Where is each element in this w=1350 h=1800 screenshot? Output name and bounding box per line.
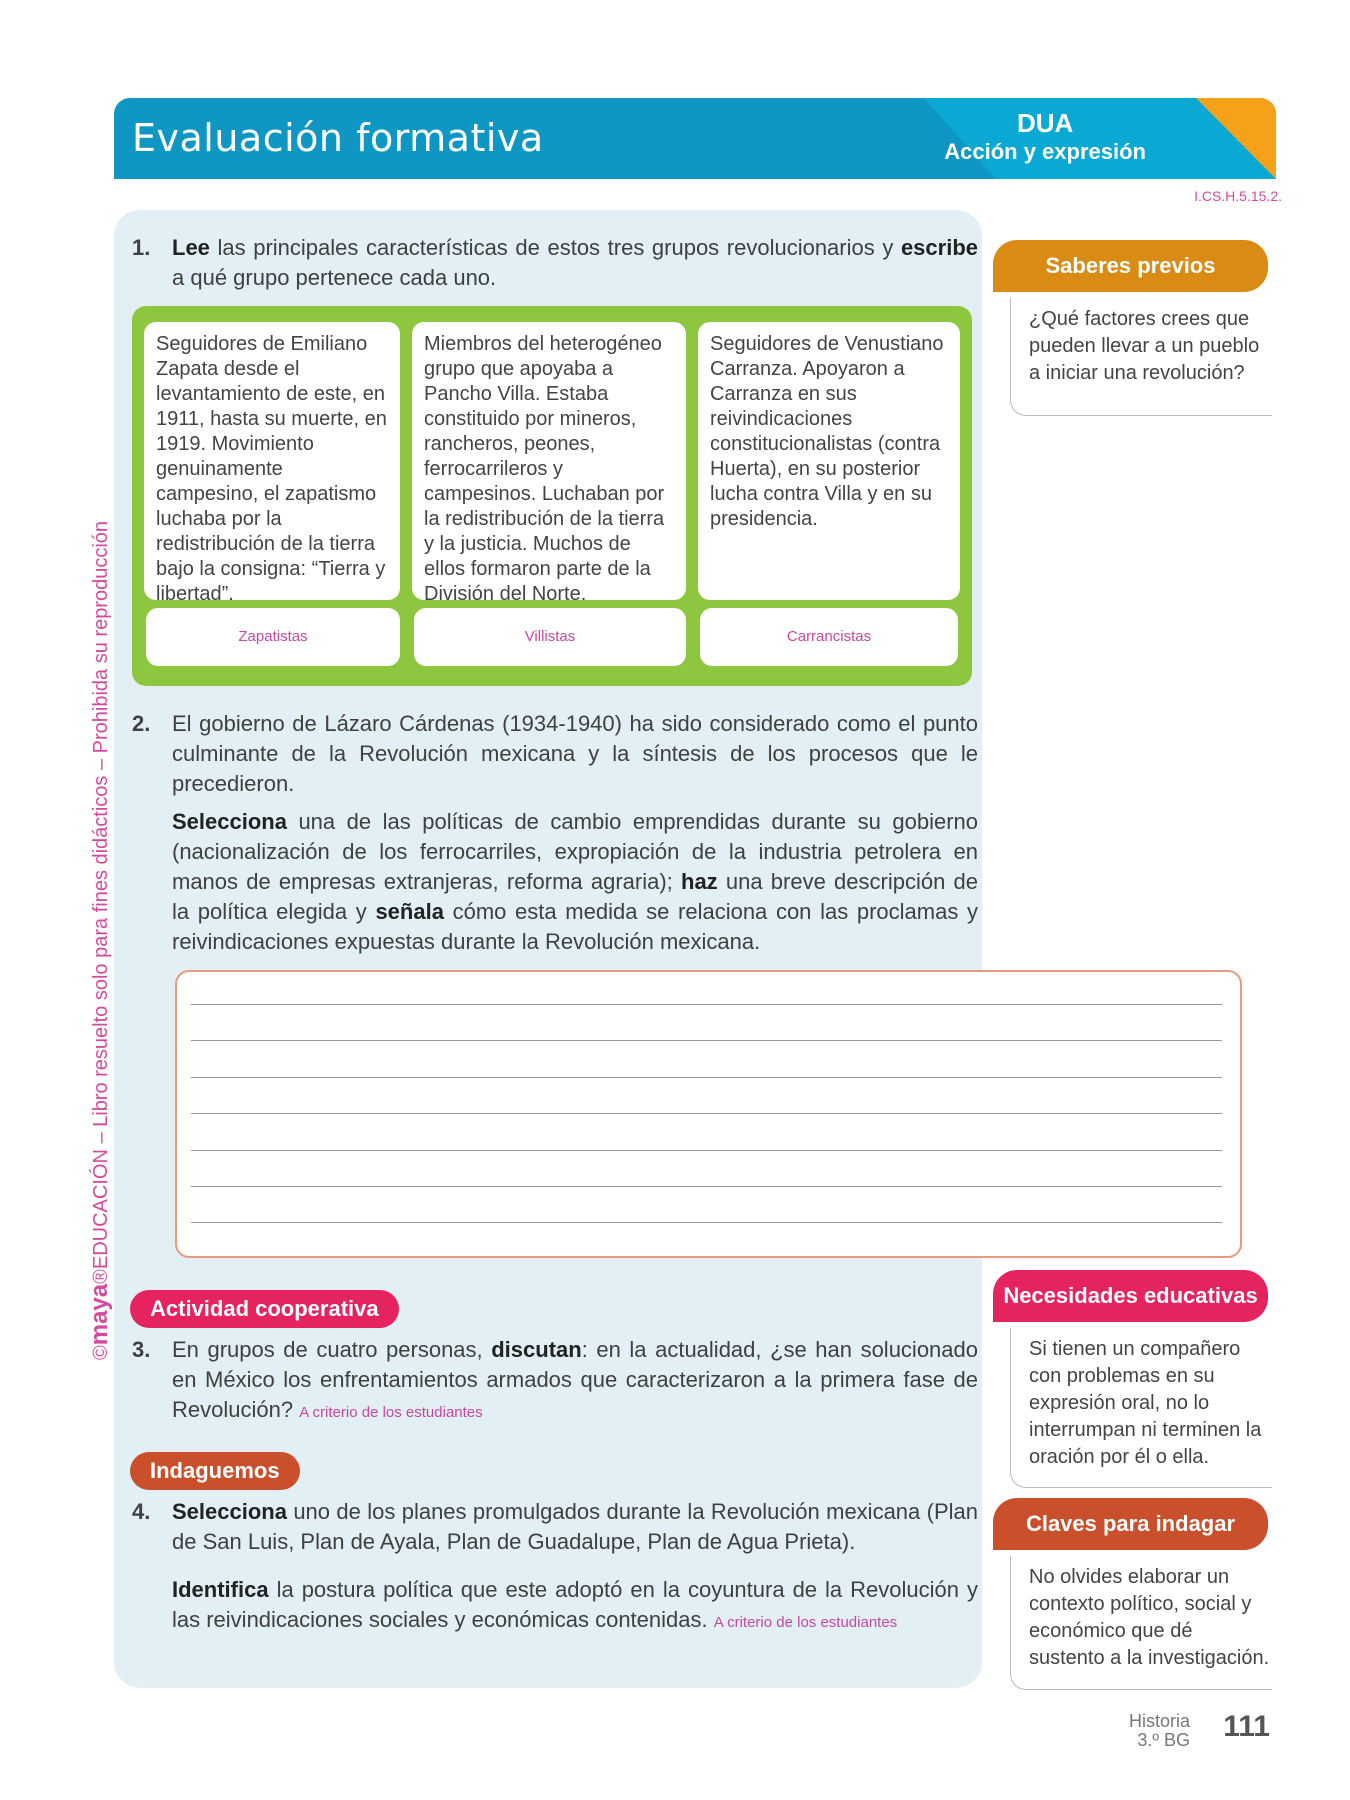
activity-label: Actividad cooperativa [130,1290,399,1328]
group-card-villistas: Miembros del heterogéneo grupo que apoyaba a Pancho Villa. Estaba constituido por mineros, rancheros, peones, ferrocarrileros y campesinos. Luchaban por la redistribución de la tierra y la justicia. Muchos de ellos formaron parte de la División del Norte. [412,322,686,600]
indaguemos-label: Indaguemos [130,1452,300,1490]
question-intro: El gobierno de Lázaro Cárdenas (1934-1940) ha sido considerado como el punto culminante de la Revolución mexicana y la síntesis de los procesos que le precedieron. [172,711,978,796]
answer-field-3[interactable]: Carrancistas [700,608,958,666]
dua-title: DUA [1016,108,1074,138]
keyword: discutan [491,1337,582,1362]
groups-box [132,306,972,686]
text: a qué grupo pertenece cada uno. [172,265,497,290]
brand-name: maya [86,1283,113,1346]
question-3 [116,1335,978,1428]
answer-note: A criterio de los estudiantes [299,1404,483,1421]
writing-line [191,1077,1222,1078]
question-text-2 [172,1575,978,1638]
text: las principales características de estos tres grupos revolucionarios y [209,235,901,260]
writing-line [191,1222,1222,1223]
question-number: 2. [132,711,151,736]
question-text [172,233,978,293]
curriculum-code: I.CS.H.5.15.2. [1194,188,1282,204]
writing-line [191,1113,1222,1114]
answer-field-1[interactable]: Zapatistas [146,608,400,666]
question-number: 4. [132,1499,151,1524]
footer-subject [1129,1712,1190,1750]
text: cómo esta medida se relaciona con las proclamas y reivindicaciones expuestas durante la Revolución mexicana. [172,899,979,954]
keyword: Identifica [172,1577,269,1602]
writing-line [191,1150,1222,1151]
page-title: Evaluación formativa [132,116,544,160]
answer-note: A criterio de los estudiantes [713,1614,898,1631]
copyright-symbol: © [90,1345,112,1360]
group-card-zapatistas: Seguidores de Emiliano Zapata desde el levantamiento de este, en 1911, hasta su muerte, en 1919. Movimiento genuinamente campesino, el zapatismo luchaba por la redistribución de la tierra bajo la consigna: “Tierra y libertad”. [144,322,400,600]
question-number: 1. [132,235,151,260]
keyword: escribe [900,235,978,260]
header-banner [114,98,1276,179]
saberes-previos-body: ¿Qué factores crees que pueden llevar a un pueblo a iniciar una revolución? [1010,298,1272,416]
text: : en la actualidad, ¿se han solucionado en México los enfrentamientos armados que caracterizaron a la primera fase de Revolución? [172,1337,978,1422]
keyword: haz [681,869,718,894]
writing-line [191,1004,1222,1005]
question-text [172,1497,978,1557]
writing-line [191,1186,1222,1187]
dua-subtitle: Acción y expresión [944,139,1146,164]
text: una breve descripción de la política elegida y [172,869,978,924]
question-2 [116,709,978,957]
group-card-carrancistas: Seguidores de Venustiano Carranza. Apoyaron a Carranza en sus reivindicaciones constitucionalistas (contra Huerta), en su posterior lucha contra Villa y en su presidencia. [698,322,960,600]
necesidades-educativas-title: Necesidades educativas [993,1270,1268,1322]
keyword: Lee [172,235,210,260]
side-copyright [86,521,114,1360]
question-text [172,1335,978,1428]
claves-indagar-title: Claves para indagar [993,1498,1268,1550]
claves-indagar-body: No olvides elaborar un contexto político, social y económico que dé sustento a la investigación. [1010,1556,1272,1690]
text: una de las políticas de cambio emprendidas durante su gobierno (nacionalización de los ferrocarriles, expropiación de la industria petrolera en manos de empresas extranjeras, reforma agraria); [172,809,978,894]
necesidades-educativas-body: Si tienen un compañero con problemas en su expresión oral, no lo interrumpan ni terminen la oración por él o ella. [1010,1328,1272,1488]
grade-level: 3.º BG [1137,1730,1190,1750]
text: la postura política que este adoptó en la coyuntura de la Revolución y las reivindicaciones sociales y económicas contenidas. [172,1577,978,1632]
question-4 [116,1497,978,1638]
keyword: señala [375,899,444,924]
answer-field-2[interactable]: Villistas [414,608,686,666]
dua-label [944,108,1146,165]
page-number: 111 [1223,1710,1270,1743]
saberes-previos-title: Saberes previos [993,240,1268,292]
question-1 [116,233,978,293]
text: uno de los planes promulgados durante la Revolución mexicana (Plan de San Luis, Plan de Ayala, Plan de Guadalupe, Plan de Agua Prieta). [172,1499,978,1554]
writing-line [191,1040,1222,1041]
text: En grupos de cuatro personas, [172,1337,492,1362]
answer-writing-area[interactable] [175,970,1242,1258]
subject-name: Historia [1128,1711,1190,1731]
copyright-notice: ®EDUCACIÓN – Libro resuelto solo para fines didácticos – Prohibida su reproducción [90,520,112,1284]
keyword: Selecciona [172,1499,287,1524]
keyword: Selecciona [172,809,287,834]
question-number: 3. [132,1337,151,1362]
question-instructions [172,807,978,957]
